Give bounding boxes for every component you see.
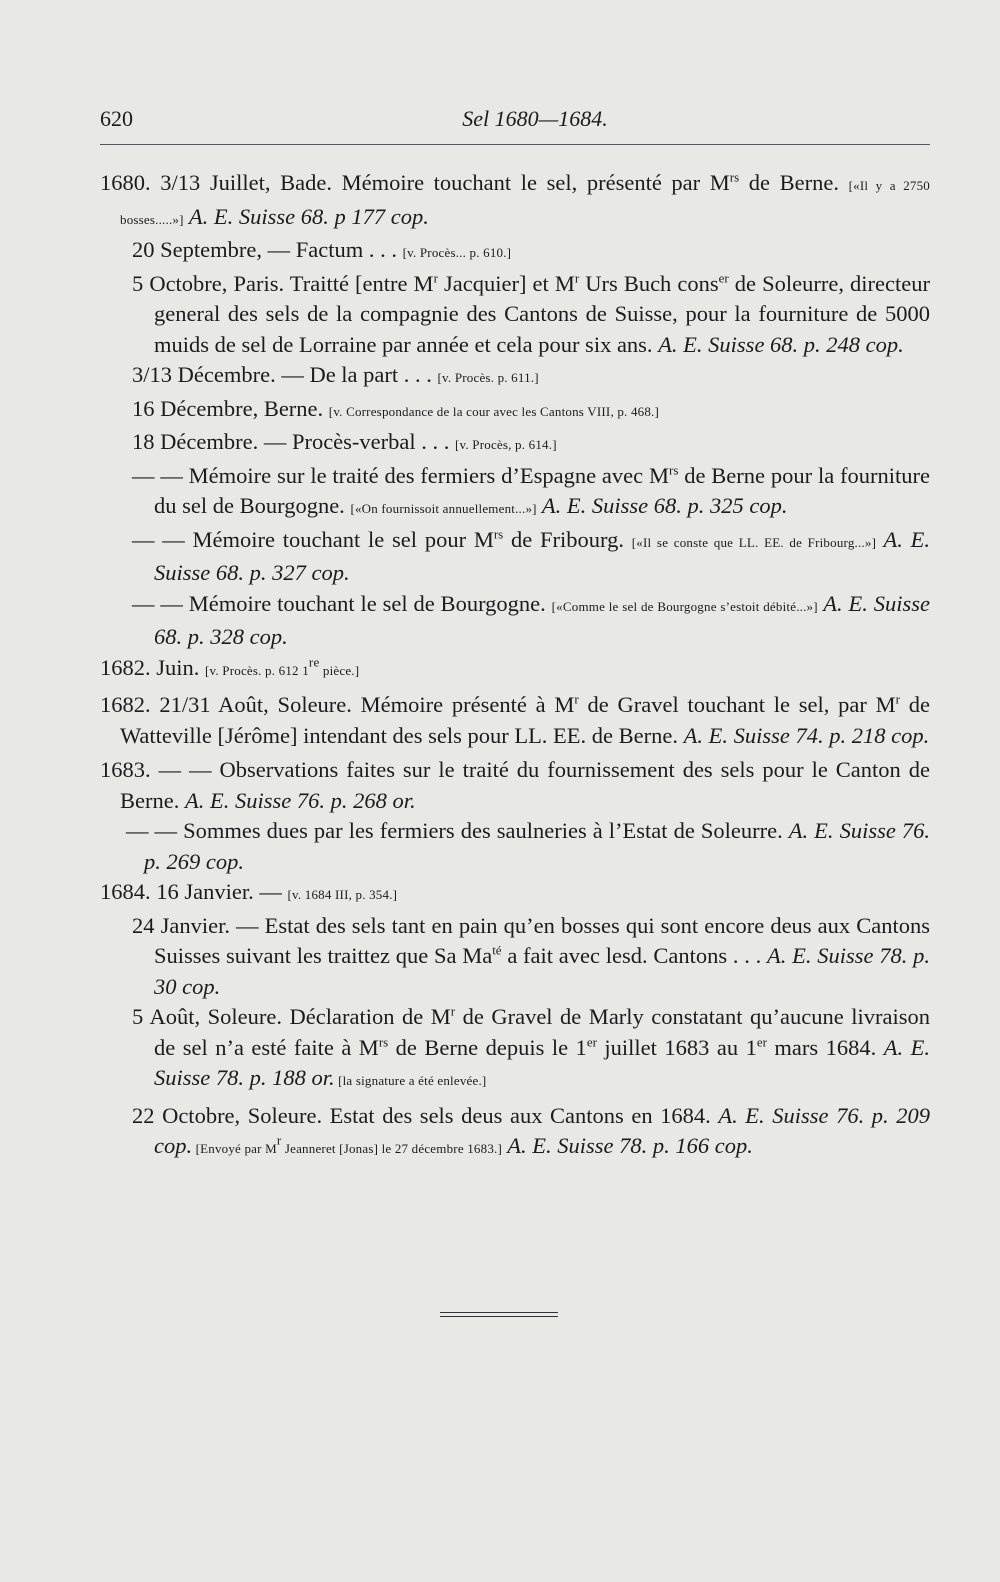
entry: — — Sommes dues par les fermiers des saulneries à l’Estat de Soleurre. A. E. Suisse 76. p. 269 cop. xyxy=(126,818,930,874)
entry: 18 Décembre. — Procès-verbal . . . [v. Procès, p. 614.] xyxy=(132,429,557,454)
entry-list xyxy=(100,168,930,1165)
entry: 1680. 3/13 Juillet, Bade. Mémoire touchant le sel, présenté par $M^{rs}$ de Berne. [«Il y a 2750 bosses.....»] A. E. Suisse 68. p 177 cop. xyxy=(100,169,931,229)
entry: 24 Janvier. — Estat des sels tant en pain qu’en bosses qui sont encore deus aux Cantons Suisses suivant les traittez que Sa $Ma^{té}$ a fait avec lesd. Cantons . . . A. E. Suisse 78. p. 30 cop. xyxy=(132,912,930,999)
entry: — — Mémoire touchant le sel pour $M^{rs}$ de Fribourg. [«Il se conste que LL. EE. de Fribourg...»] A. E. Suisse 68. p. 327 cop. xyxy=(132,526,930,585)
entry: 1682. 21/31 Août, Soleure. Mémoire présenté à $M^r$ de Gravel touchant le sel, par $M^r$ de Watteville [Jérôme] intendant des sels pour LL. EE. de Berne. A. E. Suisse 74. p. 218 cop. xyxy=(100,691,930,748)
entry: 5 Octobre, Paris. Traitté [entre $M^r$ Jacquier] et $M^r$ Urs Buch cons$^{er}$ de Soleurre, directeur general des sels de la compagnie des Cantons de Suisse, pour la fourniture de 5000 muids de sel de Lorraine par année et cela pour six ans. A. E. Suisse 68. p. 248 cop. xyxy=(132,270,930,357)
closing-double-rule xyxy=(440,1312,558,1320)
entry: 20 Septembre, — Factum . . . [v. Procès... p. 610.] xyxy=(132,237,512,262)
page-number: 620 xyxy=(100,106,133,131)
entry: 5 Août, Soleure. Déclaration de $M^r$ de Gravel de Marly constatant qu’aucune livraison de sel n’a esté faite à $M^{rs}$ de Berne depuis le 1er juillet 1683 au 1er mars 1684. A. E. Suisse 78. p. 188 or. [la signature a été enlevée.] xyxy=(132,1003,930,1090)
page-header xyxy=(100,100,930,145)
entry: 1682. Juin. [v. Procès. p. 612 1re pièce.] xyxy=(100,654,360,680)
entry: 1683. — — Observations faites sur le traité du fournissement des sels pour le Canton de Berne. A. E. Suisse 76. p. 268 or. xyxy=(100,757,930,813)
entry: 3/13 Décembre. — De la part . . . [v. Procès. p. 611.] xyxy=(132,362,539,387)
entry: 22 Octobre, Soleure. Estat des sels deus aux Cantons en 1684. A. E. Suisse 76. p. 209 cop. [Envoyé par $M^r$ Jeanneret [Jonas] le 27 décembre 1683.] A. E. Suisse 78. p. 166 cop. xyxy=(132,1102,930,1158)
running-title: Sel 1680—1684. xyxy=(462,106,608,131)
entry: — — Mémoire touchant le sel de Bourgogne. [«Comme le sel de Bourgogne s’estoit débité...»] A. E. Suisse 68. p. 328 cop. xyxy=(132,590,930,649)
entry: — — Mémoire sur le traité des fermiers d’Espagne avec $M^{rs}$ de Berne pour la fourniture du sel de Bourgogne. [«On fournissoit annuellement...»] A. E. Suisse 68. p. 325 cop. xyxy=(132,462,930,518)
entry: 16 Décembre, Berne. [v. Correspondance de la cour avec les Cantons VIII, p. 468.] xyxy=(132,395,660,421)
entry: 1684. 16 Janvier. — [v. 1684 III, p. 354.] xyxy=(100,879,398,904)
